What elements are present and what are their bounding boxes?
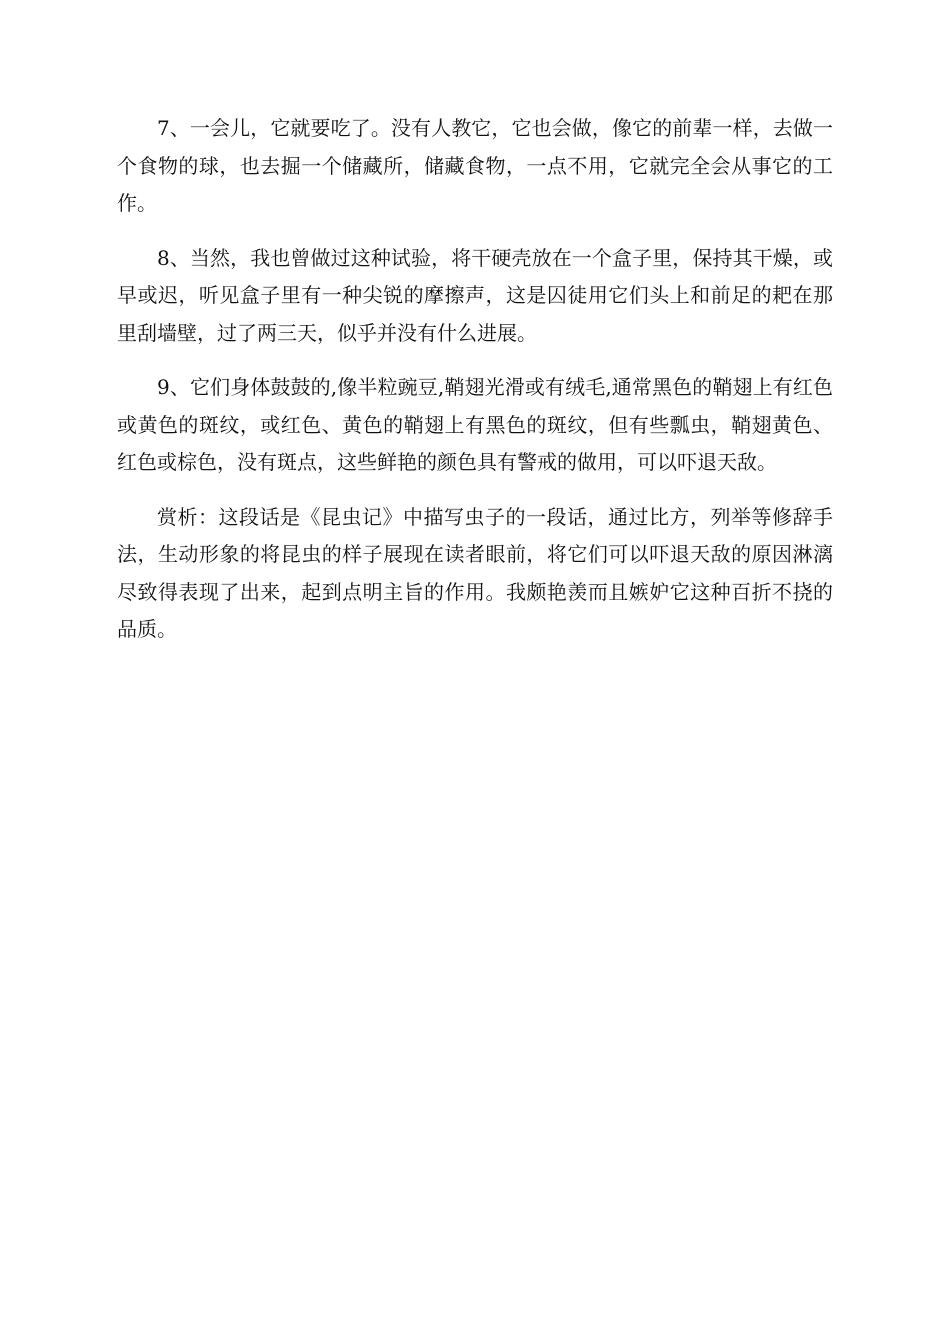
document-body xyxy=(117,110,833,666)
paragraph-7: 7、一会儿，它就要吃了。没有人教它，它也会做，像它的前辈一样，去做一个食物的球，也去掘一个储藏所，储藏食物，一点不用，它就完全会从事它的工作。 xyxy=(117,116,833,215)
appreciation-paragraph: 赏析：这段话是《昆虫记》中描写虫子的一段话，通过比方，列举等修辞手法，生动形象的将昆虫的样子展现在读者眼前，将它们可以吓退天敌的原因淋漓尽致得表现了出来，起到点明主旨的作用。我颇艳羡而且嫉妒它这种百折不挠的品质。 xyxy=(117,504,833,641)
paragraph-8: 8、当然，我也曾做过这种试验，将干硬壳放在一个盒子里，保持其干燥，或早或迟，听见盒子里有一种尖锐的摩擦声，这是囚徒用它们头上和前足的耙在那里刮墙壁，过了两三天，似乎并没有什么进展。 xyxy=(117,245,833,345)
paragraph-9: 9、它们身体鼓鼓的,像半粒豌豆,鞘翅光滑或有绒毛,通常黑色的鞘翅上有红色或黄色的斑纹，或红色、黄色的鞘翅上有黑色的斑纹，但有些瓢虫，鞘翅黄色、红色或棕色，没有斑点，这些鲜艳的颜色具有警戒的做用，可以吓退天敌。 xyxy=(117,375,833,474)
